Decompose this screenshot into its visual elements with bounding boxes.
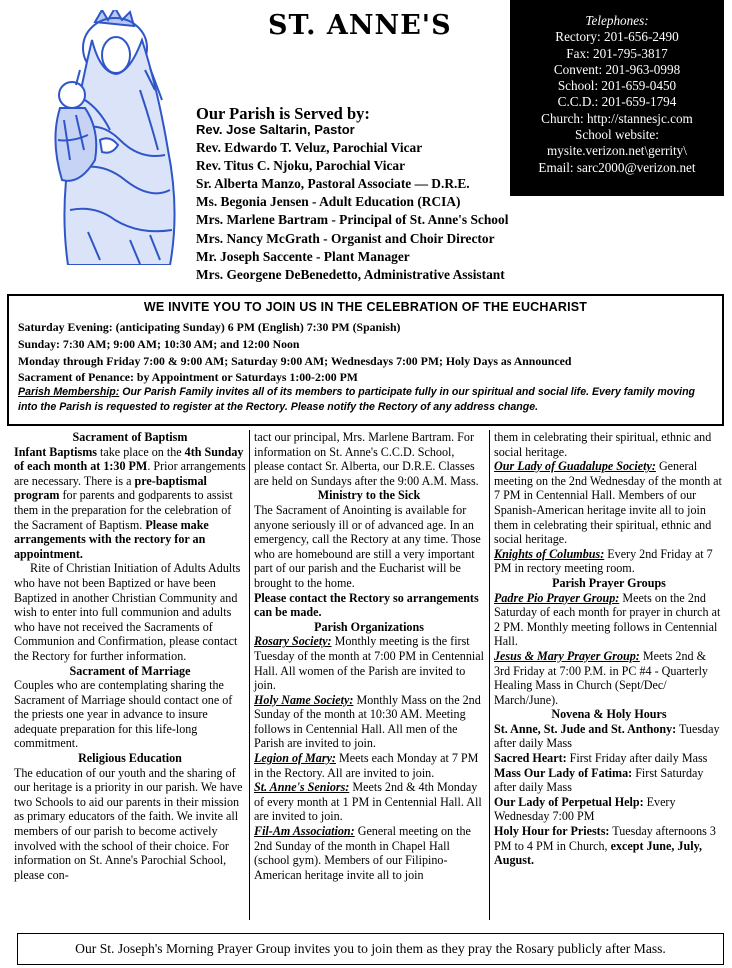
phone-convent: Convent: 201-963-0998 (553, 61, 681, 77)
ministry-sick-text: The Sacrament of Anointing is available for anyone seriously ill or of advanced age. In an emergency, call the Rectory at any time. Those who are homebound are still a very important part of our parish and the Eucharist will be brought to the home. (254, 502, 481, 590)
church-website[interactable]: Church: http://stannesjc.com (541, 110, 693, 126)
religious-education-text: The education of our youth and the sharing of our heritage is a priority in our parish. We have two Schools to aid our parents in their mission as primary educators of the faith. We invite all members of our parish to become actively involved with the school of their choice. For information on St. Anne's Parochial School, please con- (14, 765, 243, 882)
ministry-sick-heading: Ministry to the Sick (317, 488, 421, 503)
staff-item: Mrs. Georgene DeBenedetto, Administrative Assistant (196, 266, 505, 282)
org-name: St. Anne's Seniors: (254, 780, 350, 795)
novena-heading: Novena & Holy Hours (551, 707, 667, 722)
phone-ccd: C.C.D.: 201-659-1794 (557, 94, 677, 110)
novena-name: Holy Hour for Priests: (494, 824, 610, 839)
org-entry: Legion of Mary: Meets each Monday at 7 PM in the Rectory. All are invited to join. (254, 751, 479, 780)
novena-entry: Our Lady of Perpetual Help: Every Wednesday 7:00 PM (494, 794, 676, 824)
schedule-line: Saturday Evening: (anticipating Sunday) 6 PM (English) 7:30 PM (Spanish) (18, 320, 401, 334)
parish-served-heading: Our Parish is Served by: (196, 104, 370, 123)
prayer-group-name: Jesus & Mary Prayer Group: (494, 648, 640, 663)
org-entry: Our Lady of Guadalupe Society: General meeting on the 2nd Wednesday of the month at 7 PM in Centennial Hall. Members of our Spanish-American heritage invite all to join them in celebrating their spiritual, ethnic and social heritage. (494, 459, 722, 547)
novena-name: Mass Our Lady of Fatima: (494, 765, 633, 780)
org-entry: St. Anne's Seniors: Meets 2nd & 4th Monday of every month at 1 PM in Centennial Hall. All are invited to join. (254, 780, 482, 824)
org-entry: Fil-Am Association: General meeting on the 2nd Sunday of the month in Chapel Hall (school gym). Members of our Filipino-American heritage invite all to join (254, 824, 471, 882)
baptism-heading: Sacrament of Baptism (72, 430, 188, 444)
org-name: Rosary Society: (254, 634, 332, 649)
schedule-line: Sunday: 7:30 AM; 9:00 AM; 10:30 AM; and 12:00 Noon (18, 336, 300, 351)
rcia-text: Rite of Christian Initiation of Adults Adults who have not been Baptized or have been Baptized in another Christian Community and wish to enter into full communion and adults who have not received the Sacraments of Communion and Confirmation, please contact the Rectory for further information. (14, 561, 241, 663)
telephone-box (510, 0, 724, 196)
prayer-group-name: Padre Pio Prayer Group: (494, 590, 620, 605)
baptism-text: Infant Baptisms take place on the 4th Sunday of each month at 1:30 PM. Prior arrangements are necessary. There is a pre-baptismal program for parents and godparents to assist them in the preparation for the celebration of the Sacrament of Baptism. Please make arrangements with the rectory for an appointment. (14, 444, 246, 561)
ministry-sick-contact: Please contact the Rectory so arrangements can be made. (254, 590, 479, 620)
column-right (494, 430, 724, 868)
prayer-group-entry: Padre Pio Prayer Group: Meets on the 2nd Saturday of each month for prayer in church at 2 PM. Monthly meeting follows in Centennial Hall. (494, 590, 721, 649)
org-entry: Rosary Society: Monthly meeting is the first Tuesday of the month at 7:00 PM in Centennial Hall. All women of the Parish are invited to join. (254, 634, 484, 693)
org-name: Legion of Mary: (254, 751, 336, 766)
column-left (14, 430, 246, 882)
footer-rosary-note: Our St. Joseph's Morning Prayer Group invites you to join them as they pray the Rosary publicly after Mass. (17, 933, 724, 965)
org-name: Knights of Columbus: (494, 546, 605, 561)
novena-name: St. Anne, St. Jude and St. Anthony: (494, 721, 677, 736)
religious-education-cont: tact our principal, Mrs. Marlene Bartram. For information on St. Anne's C.C.D. School, please contact Sr. Alberta, our D.R.E. Classes are held on Sundays after the 9:00 A.M. Mass. (254, 430, 479, 488)
church-title: ST. ANNE'S (268, 10, 452, 41)
novena-name: Our Lady of Perpetual Help: (494, 794, 644, 809)
religious-education-heading: Religious Education (78, 751, 182, 766)
column-middle (254, 430, 484, 882)
org-name: Fil-Am Association: (254, 824, 355, 839)
membership-text: Our Parish Family invites all of its members to participate fully in our spiritual and social life. Every family moving into the Parish is requested to register at the Rectory. Please notify the Rectory of any address change. (18, 386, 696, 413)
phone-rectory: Rectory: 201-656-2490 (555, 29, 679, 45)
prayer-group-entry: Jesus & Mary Prayer Group: Meets 2nd & 3rd Friday at 7:00 P.M. in PC #4 - Quarterly Healing Mass in Church (Sept/Dec/ March/June). (494, 648, 708, 707)
school-website-link[interactable]: mysite.verizon.net\gerrity\ (547, 143, 687, 159)
novena-entry: St. Anne, St. Jude and St. Anthony: Tuesday after daily Mass (494, 721, 720, 751)
marriage-heading: Sacrament of Marriage (69, 663, 191, 678)
staff-item: Mr. Joseph Saccente - Plant Manager (196, 248, 410, 264)
schedule-line: Monday through Friday 7:00 & 9:00 AM; Saturday 9:00 AM; Wednesdays 7:00 PM; Holy Days as Announced (18, 353, 572, 368)
staff-item: Mrs. Nancy McGrath - Organist and Choir Director (196, 230, 495, 246)
eucharist-schedule-box (7, 294, 724, 426)
org-entry: Knights of Columbus: Every 2nd Friday at 7 PM in rectory meeting room. (494, 546, 713, 576)
staff-list (196, 121, 508, 284)
staff-item: Mrs. Marlene Bartram - Principal of St. Anne's School (196, 212, 509, 228)
staff-item: Rev. Titus C. Njoku, Parochial Vicar (196, 158, 406, 174)
school-website-label: School website: (575, 127, 659, 143)
prayer-groups-heading: Parish Prayer Groups (552, 575, 666, 590)
novena-entry: Mass Our Lady of Fatima: First Saturday after daily Mass (494, 765, 704, 795)
saint-anne-madonna-image (40, 10, 190, 265)
filam-cont: them in celebrating their spiritual, ethnic and social heritage. (494, 430, 712, 459)
marriage-text: Couples who are contemplating sharing the Sacrament of Marriage should contact one of the priests one year in advance to insure adequate preparation for this life-long commitment. (14, 678, 233, 751)
email-link[interactable]: Email: sarc2000@verizon.net (538, 159, 696, 175)
phone-fax: Fax: 201-795-3817 (566, 45, 668, 61)
eucharist-heading: WE INVITE YOU TO JOIN US IN THE CELEBRATION OF THE EUCHARIST (143, 300, 588, 314)
novena-name: Sacred Heart: (494, 751, 567, 766)
staff-item: Sr. Alberta Manzo, Pastoral Associate — D.R.E. (196, 176, 470, 192)
org-name: Holy Name Society: (254, 692, 354, 707)
membership-label: Parish Membership: (18, 386, 120, 398)
telephones-heading: Telephones: (585, 13, 649, 28)
org-entry: Holy Name Society: Monthly Mass on the 2nd Sunday of the month at 10:30 AM. Meeting follows in Centennial Hall. All men of the Parish are invited to join. (254, 692, 481, 751)
staff-item: Rev. Jose Saltarin, Pastor (196, 122, 355, 137)
parish-membership-note (18, 385, 716, 415)
schedule-line: Sacrament of Penance: by Appointment or Saturdays 1:00-2:00 PM (18, 370, 358, 385)
column-divider (249, 430, 250, 920)
column-divider (489, 430, 490, 920)
novena-entry: Sacred Heart: First Friday after daily Mass (494, 751, 708, 766)
novena-entry: Holy Hour for Priests: Tuesday afternoons 3 PM to 4 PM in Church, except June, July, August. (494, 824, 716, 868)
mass-schedule (18, 319, 716, 386)
parish-organizations-heading: Parish Organizations (314, 619, 424, 634)
phone-school: School: 201-659-0450 (557, 78, 677, 94)
staff-item: Rev. Edwardo T. Veluz, Parochial Vicar (196, 140, 423, 156)
org-name: Our Lady of Guadalupe Society: (494, 459, 656, 474)
staff-item: Ms. Begonia Jensen - Adult Education (RCIA) (196, 194, 461, 210)
